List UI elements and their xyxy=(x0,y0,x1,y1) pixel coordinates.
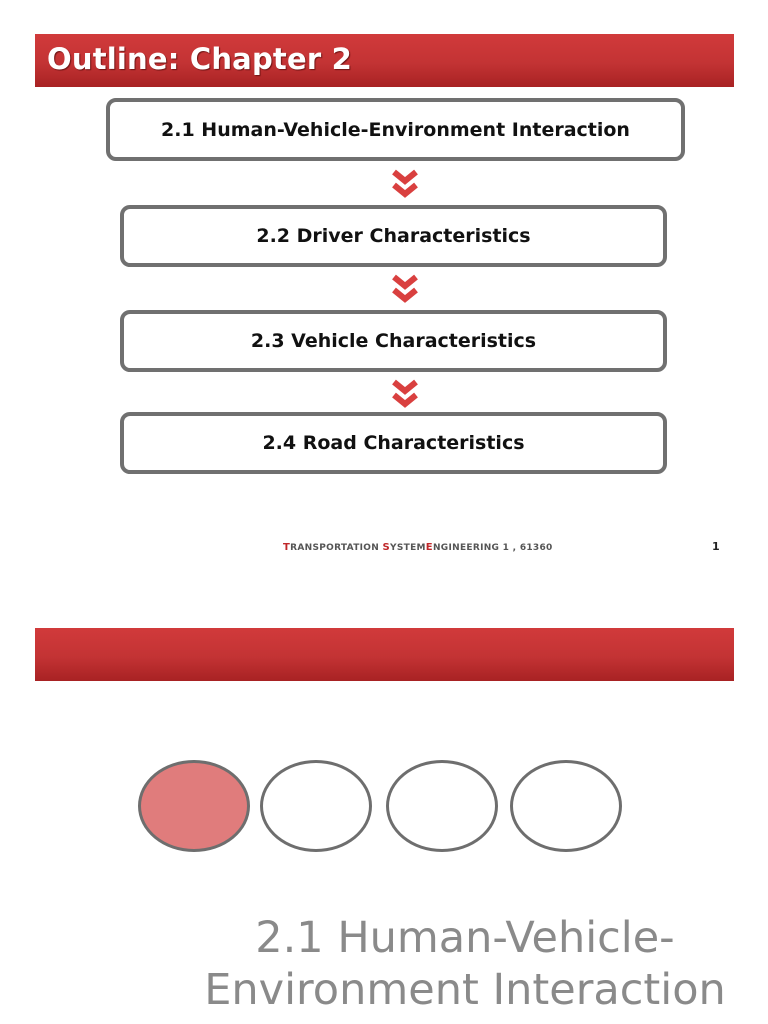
outline-item-2-3[interactable]: 2.3 Vehicle Characteristics xyxy=(120,310,667,372)
footer-cap: T xyxy=(283,542,291,553)
section-title xyxy=(170,912,760,1016)
chevron-down-icon xyxy=(391,273,419,305)
progress-dot-3 xyxy=(386,760,498,852)
progress-dot-2 xyxy=(260,760,372,852)
chevron-down-icon xyxy=(391,378,419,410)
footer-text: NGINEERING 1 , 61360 xyxy=(432,543,553,553)
footer-text: RANSPORTATION xyxy=(290,543,380,553)
page-number: 1 xyxy=(712,540,720,553)
footer-cap: E xyxy=(425,542,433,553)
outline-item-2-4[interactable]: 2.4 Road Characteristics xyxy=(120,412,667,474)
title-bar xyxy=(35,628,734,681)
chevron-down-icon xyxy=(391,168,419,200)
title-bar xyxy=(35,34,734,87)
slide-section xyxy=(0,600,768,1024)
footer-text: YSTEM xyxy=(390,543,426,553)
outline-item-2-1[interactable]: 2.1 Human-Vehicle-Environment Interaction xyxy=(106,98,685,161)
outline-item-2-2[interactable]: 2.2 Driver Characteristics xyxy=(120,205,667,267)
progress-dots xyxy=(138,760,628,856)
slide-title: Outline: Chapter 2 xyxy=(47,42,353,76)
footer-cap: S xyxy=(382,542,391,553)
section-title-line: Environment Interaction xyxy=(204,965,726,1015)
section-title-line: 2.1 Human-Vehicle- xyxy=(255,913,675,963)
progress-dot-1 xyxy=(138,760,250,852)
slide-footer xyxy=(283,542,553,553)
progress-dot-4 xyxy=(510,760,622,852)
